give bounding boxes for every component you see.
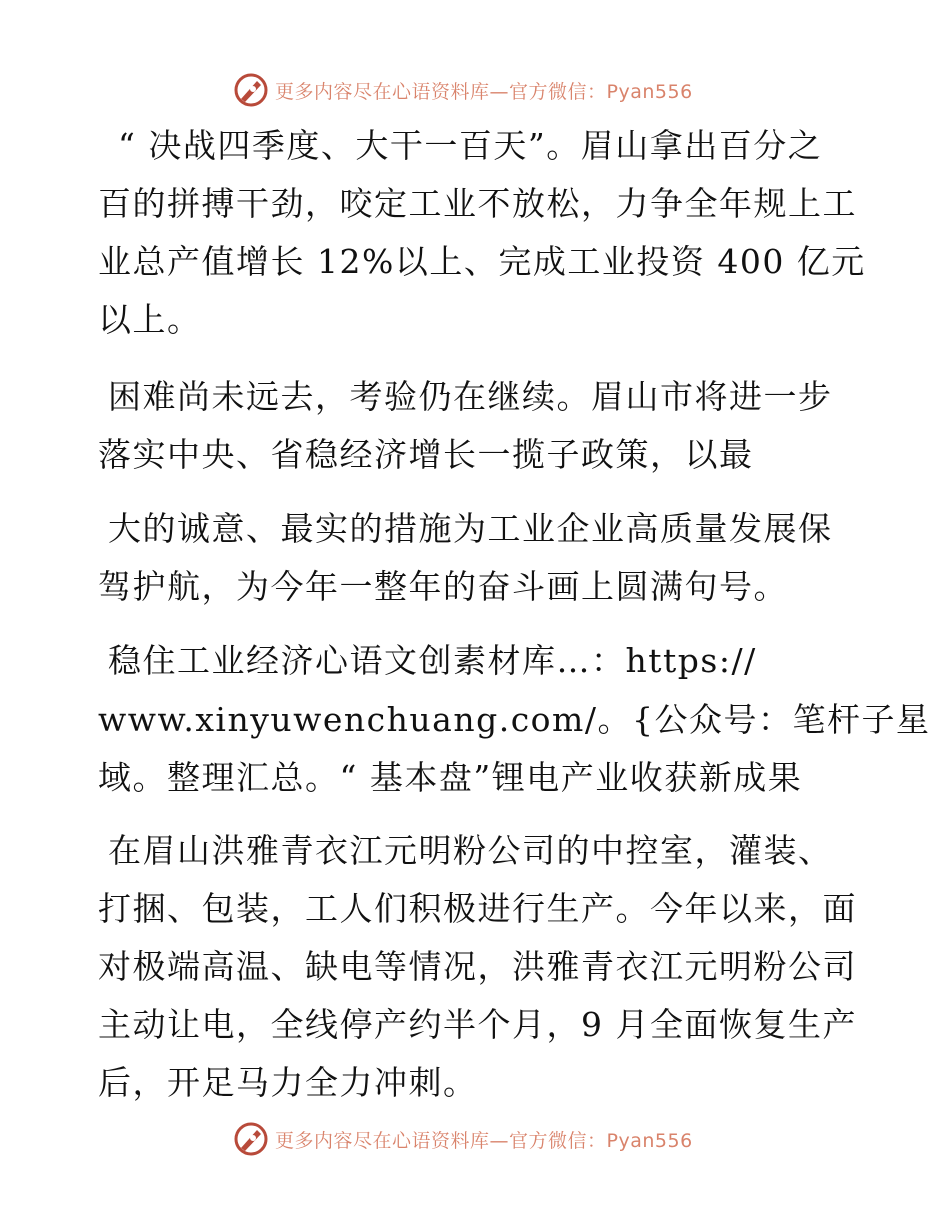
- text-line: 以上。: [98, 300, 202, 339]
- pen-logo-icon: [233, 1121, 269, 1157]
- text-line: 驾护航，为今年一整年的奋斗画上圆满句号。: [98, 567, 788, 606]
- text-line: 在眉山洪雅青衣江元明粉公司的中控室，灌装、: [108, 831, 833, 870]
- text-line: 域。整理汇总。“ 基本盘”锂电产业收获新成果: [98, 758, 803, 797]
- text-line: 困难尚未远去，考验仍在继续。眉山市将进一步: [108, 377, 833, 416]
- text-line: 业总产值增长 12%以上、完成工业投资 400 亿元: [98, 242, 866, 281]
- text-line: 落实中央、省稳经济增长一揽子政策，以最: [98, 435, 754, 474]
- text-line: 主动让电，全线停产约半个月，9 月全面恢复生产: [98, 1005, 857, 1044]
- text-line: 打捆、包装，工人们积极进行生产。今年以来，面: [98, 889, 857, 928]
- watermark-text: 更多内容尽在心语资料库—官方微信：Pyan556: [275, 1129, 693, 1152]
- header-watermark-banner: [0, 70, 950, 110]
- text-line: 后，开足马力全力冲刺。: [98, 1063, 478, 1102]
- watermark-text: 更多内容尽在心语资料库—官方微信：Pyan556: [275, 80, 693, 103]
- text-line: 稳住工业经济心语文创素材库…：https://: [108, 641, 757, 680]
- text-line: 百的拼搏干劲，咬定工业不放松，力争全年规上工: [98, 184, 857, 223]
- text-line: 对极端高温、缺电等情况，洪雅青衣江元明粉公司: [98, 947, 857, 986]
- text-line: 大的诚意、最实的措施为工业企业高质量发展保: [108, 509, 833, 548]
- footer-watermark-banner: [0, 1119, 950, 1159]
- text-line: www.xinyuwenchuang.com/。{公众号：笔杆子星: [98, 700, 931, 739]
- pen-logo-icon: [233, 72, 269, 108]
- text-line: “ 决战四季度、大干一百天”。眉山拿出百分之: [118, 126, 823, 165]
